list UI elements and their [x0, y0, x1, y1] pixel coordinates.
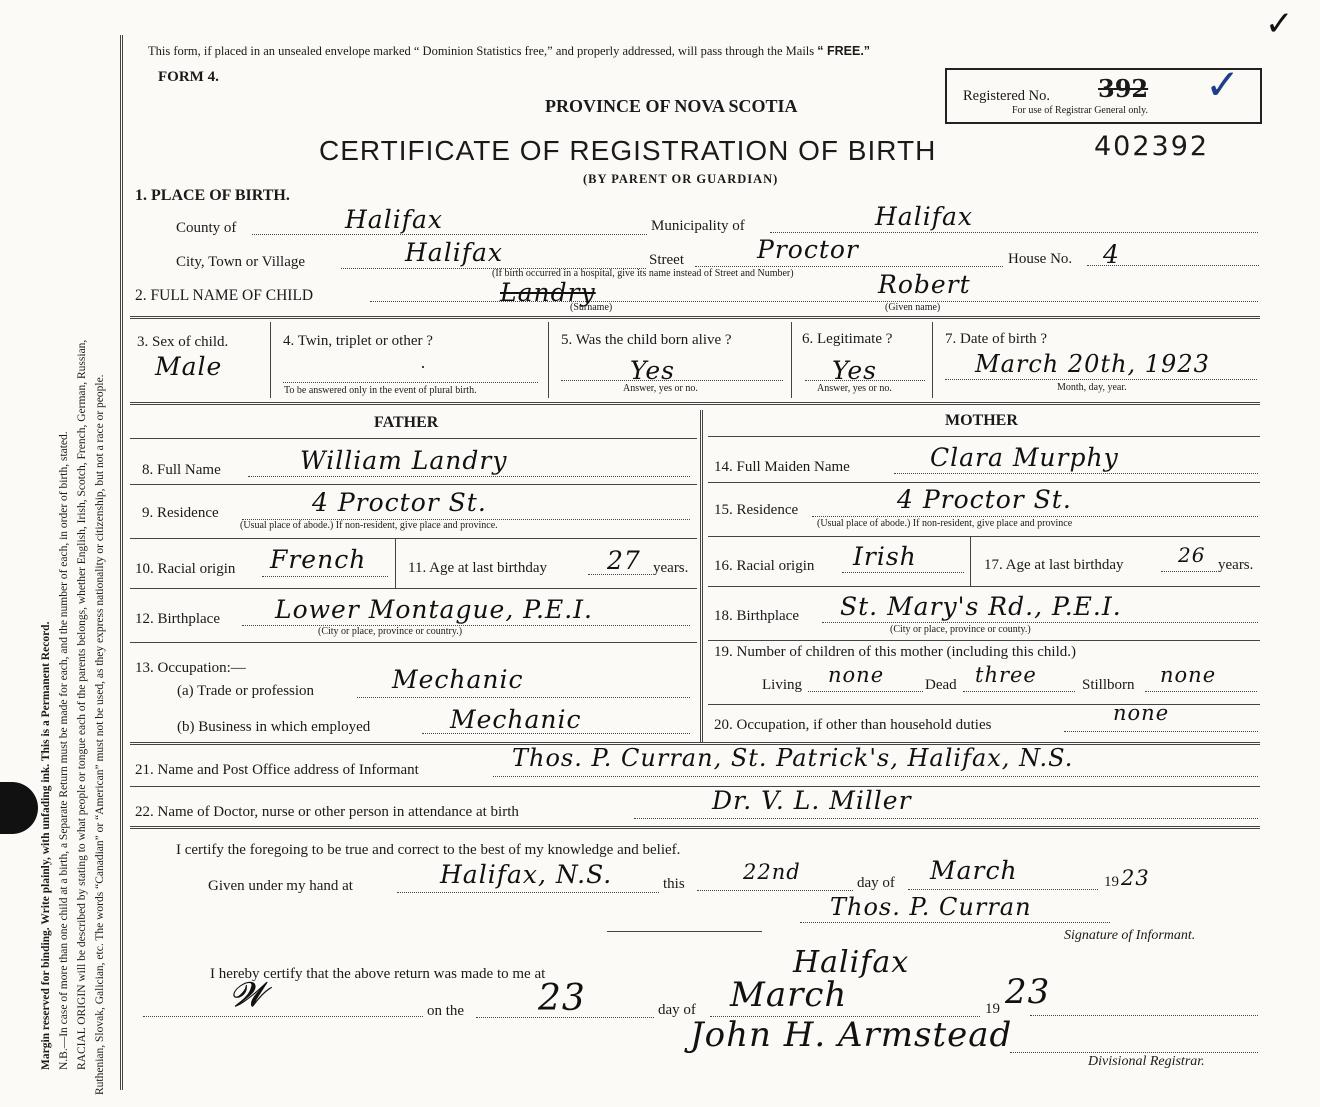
- check-mark: ✓: [1265, 4, 1294, 44]
- county-label: County of: [176, 220, 237, 236]
- registrar-statement: I hereby certify that the above return was made to me at: [210, 966, 546, 982]
- given-name-note: (Given name): [885, 302, 941, 313]
- sidebar-note-4: Ruthenian, Slovak, Galician, etc. The words “Canadian” or “American” must not be used, as they express nationality or citizenship, but not a race or people.: [94, 374, 106, 1095]
- mother-occupation-value: none: [1113, 701, 1170, 725]
- informant-label: 21. Name and Post Office address of Informant: [135, 762, 419, 778]
- certification-day-value: 22nd: [743, 860, 801, 884]
- stillborn-label: Stillborn: [1082, 677, 1135, 693]
- mother-birthplace-value: St. Mary's Rd., P.E.I.: [840, 592, 1122, 621]
- house-value: 4: [1103, 240, 1120, 269]
- father-birthplace-note: (City or place, province or country.): [318, 626, 463, 637]
- registrar-general-note: For use of Registrar General only.: [1012, 105, 1148, 116]
- registrar-year-value: 23: [1005, 972, 1051, 1012]
- certification-year-value: 23: [1121, 866, 1150, 890]
- registrar-year-prefix: 19: [985, 1001, 1000, 1017]
- registered-value: 392: [1098, 74, 1149, 103]
- certificate-subtitle: (BY PARENT OR GUARDIAN): [583, 172, 779, 186]
- city-value: Halifax: [405, 238, 503, 267]
- certification-month-value: March: [930, 856, 1018, 885]
- twin-note: To be answered only in the event of plural birth.: [284, 385, 477, 396]
- child-name-label: 2. FULL NAME OF CHILD: [135, 287, 314, 304]
- father-name-label: 8. Full Name: [142, 462, 221, 478]
- father-race-value: French: [270, 545, 367, 574]
- twin-value: ·: [420, 357, 426, 377]
- place-of-birth-label: 1. PLACE OF BIRTH.: [135, 187, 290, 204]
- father-heading: FATHER: [374, 414, 439, 431]
- mother-race-label: 16. Racial origin: [714, 558, 815, 574]
- dead-value: three: [975, 663, 1037, 687]
- certification-year-prefix: 19: [1104, 874, 1119, 890]
- sex-value: Male: [155, 352, 223, 381]
- legitimate-note: Answer, yes or no.: [817, 383, 892, 394]
- given-under-hand-label: Given under my hand at: [208, 878, 353, 894]
- dob-value: March 20th, 1923: [975, 350, 1210, 378]
- registrar-signature: John H. Armstead: [690, 1015, 1013, 1055]
- mother-birthplace-label: 18. Birthplace: [714, 608, 799, 624]
- registrar-flourish: 𝓦: [230, 975, 267, 1015]
- doctor-value: Dr. V. L. Miller: [712, 786, 912, 815]
- informant-value: Thos. P. Curran, St. Patrick's, Halifax, N.S.: [512, 744, 1074, 772]
- mail-note: This form, if placed in an unsealed envelope marked “ Dominion Statistics free,” and properly addressed, will pass through the Mails “ FREE.”: [148, 44, 871, 58]
- father-age-value: 27: [607, 546, 641, 575]
- dob-note: Month, day, year.: [1057, 382, 1127, 393]
- living-value: none: [828, 663, 885, 687]
- registrar-on-the-label: on the: [427, 1003, 465, 1019]
- sidebar-note-1: Margin reserved for binding. Write plainly, with unfading ink. This is a Permanent Record.: [40, 621, 52, 1070]
- dead-label: Dead: [925, 677, 957, 693]
- hospital-note: (If birth occurred in a hospital, give its name instead of Street and Number): [492, 268, 794, 279]
- born-alive-label: 5. Was the child born alive ?: [561, 332, 732, 348]
- binding-margin: [0, 0, 120, 1107]
- registrar-place-value: Halifax: [793, 945, 910, 980]
- father-trade-value: Mechanic: [392, 665, 524, 694]
- surname-note: (Surname): [570, 302, 613, 313]
- father-birthplace-label: 12. Birthplace: [135, 611, 220, 627]
- registrar-day-value: 23: [538, 978, 586, 1019]
- city-label: City, Town or Village: [176, 254, 306, 270]
- father-residence-note: (Usual place of abode.) If non-resident, give place and province.: [240, 520, 498, 531]
- sidebar-note-3: RACIAL ORIGIN will be described by stating to what people or tongue each of the parents belongs, whether English, Irish, Scotch, French, German, Russian,: [76, 339, 88, 1070]
- house-label: House No.: [1008, 251, 1073, 267]
- father-trade-label: (a) Trade or profession: [177, 683, 315, 699]
- divisional-registrar-label: Divisional Registrar.: [1088, 1054, 1205, 1069]
- father-birthplace-value: Lower Montague, P.E.I.: [275, 595, 593, 624]
- mother-race-value: Irish: [853, 542, 917, 571]
- certification-day-of-label: day of: [857, 875, 895, 891]
- punch-hole: [0, 782, 38, 834]
- mother-heading: MOTHER: [945, 412, 1018, 429]
- living-label: Living: [762, 677, 802, 693]
- certification-statement: I certify the foregoing to be true and correct to the best of my knowledge and belief.: [176, 842, 681, 858]
- registrar-day-of-label: day of: [658, 1002, 696, 1018]
- child-surname-value: Landry: [500, 278, 596, 307]
- blue-check-mark: ✓: [1205, 60, 1241, 109]
- father-age-label: 11. Age at last birthday: [408, 560, 547, 576]
- informant-signature: Thos. P. Curran: [830, 893, 1032, 921]
- father-years-label: years.: [653, 560, 689, 576]
- children-count-label: 19. Number of children of this mother (including this child.): [714, 644, 1077, 660]
- child-given-value: Robert: [878, 270, 971, 299]
- province-heading: PROVINCE OF NOVA SCOTIA: [545, 96, 798, 116]
- mother-name-label: 14. Full Maiden Name: [714, 459, 850, 475]
- municipality-value: Halifax: [875, 202, 973, 231]
- born-alive-value: Yes: [630, 356, 675, 385]
- given-place-value: Halifax, N.S.: [440, 860, 613, 889]
- sex-label: 3. Sex of child.: [137, 334, 229, 350]
- municipality-label: Municipality of: [651, 218, 745, 234]
- mother-birthplace-note: (City or place, province or county.): [890, 624, 1031, 635]
- father-name-value: William Landry: [300, 446, 508, 475]
- mother-occupation-label: 20. Occupation, if other than household duties: [714, 717, 992, 733]
- registrar-month-value: March: [730, 975, 848, 1015]
- signature-of-informant-label: Signature of Informant.: [1064, 928, 1196, 943]
- stillborn-value: none: [1160, 663, 1217, 687]
- form-number: FORM 4.: [158, 69, 219, 85]
- sidebar-note-2: N.B.—In case of more than one child at a birth, a Separate Return must be made for each, and the number of each, in order of birth, stated.: [58, 431, 70, 1070]
- mother-years-label: years.: [1218, 557, 1254, 573]
- father-business-value: Mechanic: [450, 705, 582, 734]
- registration-number: 402392: [1094, 131, 1210, 162]
- father-residence-value: 4 Proctor St.: [312, 488, 487, 517]
- registered-label: Registered No.: [963, 88, 1050, 104]
- this-label: this: [663, 876, 685, 892]
- margin-rule: [120, 35, 123, 1090]
- mother-residence-label: 15. Residence: [714, 502, 799, 518]
- twin-label: 4. Twin, triplet or other ?: [283, 333, 433, 349]
- father-business-label: (b) Business in which employed: [177, 719, 371, 735]
- mother-age-label: 17. Age at last birthday: [984, 557, 1124, 573]
- legitimate-label: 6. Legitimate ?: [802, 331, 893, 347]
- street-value: Proctor: [757, 235, 859, 264]
- father-race-label: 10. Racial origin: [135, 561, 236, 577]
- born-alive-note: Answer, yes or no.: [623, 383, 698, 394]
- mother-residence-note: (Usual place of abode.) If non-resident, give place and province: [817, 518, 1073, 529]
- legitimate-value: Yes: [832, 356, 877, 385]
- mother-name-value: Clara Murphy: [930, 443, 1119, 472]
- mother-residence-value: 4 Proctor St.: [897, 485, 1072, 514]
- father-residence-label: 9. Residence: [142, 505, 219, 521]
- doctor-label: 22. Name of Doctor, nurse or other person in attendance at birth: [135, 804, 519, 820]
- street-label: Street: [649, 252, 684, 268]
- mother-age-value: 26: [1178, 543, 1206, 567]
- father-occupation-label: 13. Occupation:—: [135, 660, 246, 676]
- certificate-title: CERTIFICATE OF REGISTRATION OF BIRTH: [319, 135, 937, 166]
- dob-label: 7. Date of birth ?: [945, 331, 1048, 347]
- county-value: Halifax: [345, 205, 443, 234]
